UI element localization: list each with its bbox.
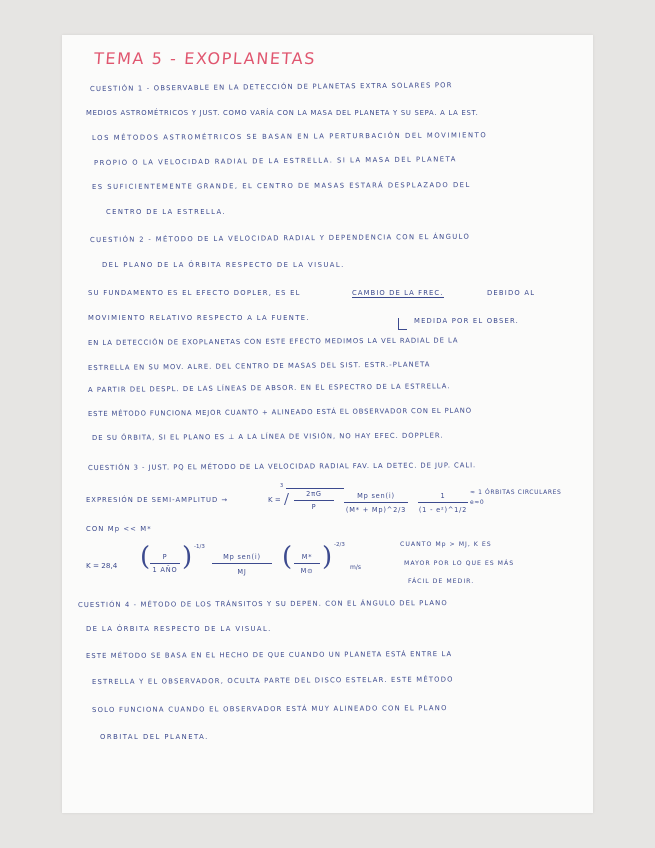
text-line: ESTE MÉTODO FUNCIONA MEJOR CUANTO + ALINEADO ESTÁ EL OBSERVADOR CON EL PLANO (87, 406, 472, 418)
formula-numerator: M* (301, 553, 313, 561)
fraction-bar (212, 563, 272, 564)
text-line: MEDIDA POR EL OBSER. (414, 317, 520, 325)
text-line: ES SUFICIENTEMENTE GRANDE, EL CENTRO DE MASAS ESTARÁ DESPLAZADO DEL (91, 181, 471, 191)
fraction-bar (150, 563, 180, 564)
text-line: ORBITAL DEL PLANETA. (100, 733, 209, 741)
paren-close: ) (182, 542, 193, 572)
fraction-bar (294, 500, 334, 501)
text-line: DEL PLANO DE LA ÓRBITA RESPECTO DE LA VISUAL. (102, 261, 345, 269)
notebook-page (62, 35, 593, 813)
formula-numerator: Mp sen(i) (223, 553, 261, 561)
text-line: ESTE MÉTODO SE BASA EN EL HECHO DE QUE CUANDO UN PLANETA ESTÁ ENTRE LA (85, 650, 453, 660)
formula-k: K = 28,4 (86, 561, 118, 570)
text-line: LOS MÉTODOS ASTROMÉTRICOS SE BASAN EN LA PERTURBACIÓN DEL MOVIMIENTO (91, 131, 488, 142)
text-line: MEDIOS ASTROMÉTRICOS Y JUST. COMO VARÍA CON LA MASA DEL PLANETA Y SU SEPA. A LA EST. (86, 109, 479, 117)
text-line: DEBIDO AL (487, 289, 536, 297)
formula-numerator: Mp sen(i) (357, 492, 395, 500)
annotation: FÁCIL DE MEDIR. (408, 578, 475, 585)
text-line: CUESTIÓN 3 - JUST. PQ EL MÉTODO DE LA VELOCIDAD RADIAL FAV. LA DETEC. DE JUP. CALI. (87, 461, 477, 472)
annotation: MAYOR POR LO QUE ES MÁS (404, 560, 515, 567)
formula-denominator: (M* + Mp)^2/3 (345, 506, 407, 514)
text-line: ESTRELLA Y EL OBSERVADOR, OCULTA PARTE DEL DISCO ESTELAR. ESTE MÉTODO (91, 675, 454, 686)
fraction-bar (344, 502, 408, 503)
root-denominator: P (311, 503, 317, 511)
root-numerator: 2πG (306, 490, 322, 498)
exponent: -1/3 (194, 544, 205, 550)
text-line: A PARTIR DEL DESPL. DE LAS LÍNEAS DE ABSOR. EN EL ESPECTRO DE LA ESTRELLA. (87, 382, 451, 394)
formula-k: K = (268, 496, 281, 504)
root-index: 3 (280, 483, 284, 489)
text-line: CON Mp << M* (86, 525, 152, 533)
text-line: CUESTIÓN 2 - MÉTODO DE LA VELOCIDAD RADIAL Y DEPENDENCIA CON EL ÁNGULO (89, 232, 471, 244)
annotation: ≈ 1 ÓRBITAS CIRCULARES e≈0 (470, 489, 562, 506)
formula-denominator: (1 - e²)^1/2 (418, 506, 468, 514)
page-title: TEMA 5 - EXOPLANETAS (93, 49, 317, 68)
fraction-bar (418, 502, 468, 503)
text-line: DE LA ÓRBITA RESPECTO DE LA VISUAL. (86, 625, 272, 633)
text-line-underlined: CAMBIO DE LA FREC. (352, 289, 444, 297)
paren-close: ) (322, 542, 333, 572)
formula-numerator: 1 (440, 492, 446, 500)
text-line: CUESTIÓN 4 - MÉTODO DE LOS TRÁNSITOS Y SU DEPEN. CON EL ÁNGULO DEL PLANO (77, 599, 448, 609)
paren-open: ( (140, 542, 151, 572)
text-line: PROPIO O LA VELOCIDAD RADIAL DE LA ESTRELLA. SI LA MASA DEL PLANETA (93, 155, 457, 167)
exponent: -2/3 (334, 542, 345, 548)
formula-denominator: M⊙ (300, 567, 314, 575)
formula-numerator: P (162, 553, 168, 561)
text-line: EN LA DETECCIÓN DE EXOPLANETAS CON ESTE EFECTO MEDIMOS LA VEL RADIAL DE LA (87, 336, 459, 347)
text-line: DE SU ÓRBITA, SI EL PLANO ES ⊥ A LA LÍNEA DE VISIÓN, NO HAY EFEC. DOPPLER. (91, 431, 444, 442)
fraction-bar (294, 563, 320, 564)
text-line: CUESTIÓN 1 - OBSERVABLE EN LA DETECCIÓN DE PLANETAS EXTRA SOLARES POR (89, 81, 453, 93)
text-line: EXPRESIÓN DE SEMI-AMPLITUD → (86, 496, 229, 504)
text-line: SU FUNDAMENTO ES EL EFECTO DOPLER, ES EL (88, 289, 301, 297)
units: m/s (350, 564, 361, 571)
text-line: ESTRELLA EN SU MOV. ALRE. DEL CENTRO DE MASAS DEL SIST. ESTR.-PLANETA (87, 360, 431, 372)
formula-denominator: MJ (237, 568, 247, 576)
formula-denominator: 1 AÑO (152, 566, 178, 574)
paren-open: ( (282, 542, 293, 572)
text-line: SOLO FUNCIONA CUANDO EL OBSERVADOR ESTÁ MUY ALINEADO CON EL PLANO (91, 704, 448, 714)
annotation: CUANTO Mp > MJ, K ES (400, 541, 492, 548)
text-line: MOVIMIENTO RELATIVO RESPECTO A LA FUENTE. (88, 314, 310, 322)
text-line: CENTRO DE LA ESTRELLA. (106, 208, 226, 216)
arrow-icon (398, 318, 407, 330)
